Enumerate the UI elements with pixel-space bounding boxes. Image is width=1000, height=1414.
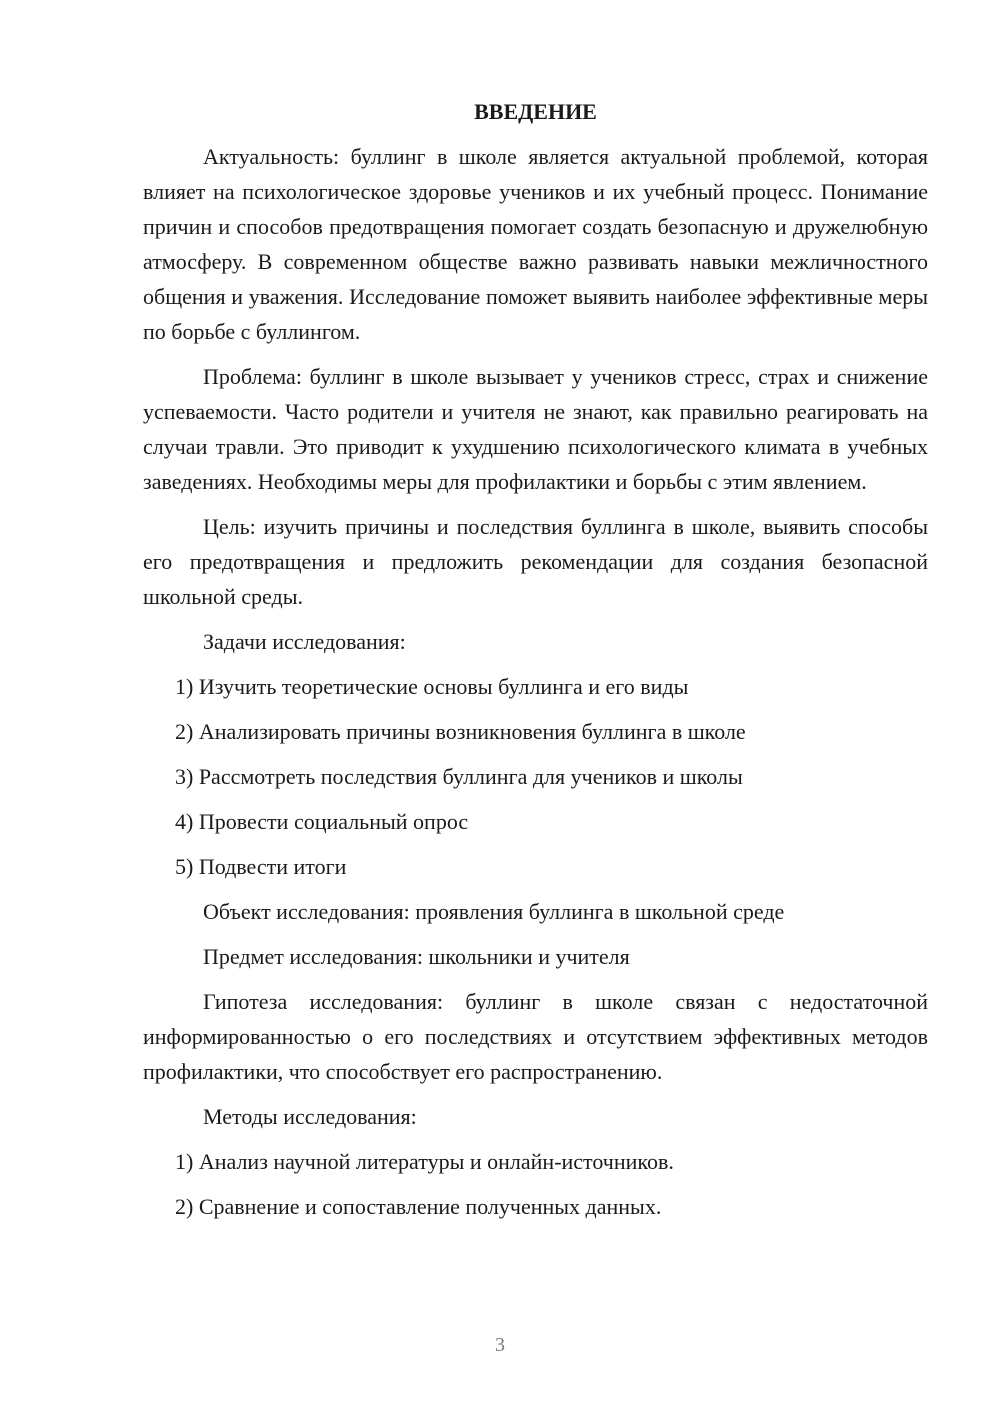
page-number: 3 <box>495 1334 505 1356</box>
hypothesis-paragraph: Гипотеза исследования: буллинг в школе связан с недостаточной информированностью о его последствиях и отсутствием эффективных методов профилактики, что способствует его распространению. <box>143 989 928 1084</box>
methods-heading: Методы исследования: <box>203 1104 417 1129</box>
section-title: ВВЕДЕНИЕ <box>474 99 597 124</box>
method-item: 2) Сравнение и сопоставление полученных данных. <box>175 1194 662 1219</box>
document-page <box>143 94 928 1234</box>
relevance-paragraph: Актуальность: буллинг в школе является актуальной проблемой, которая влияет на психологическое здоровье учеников и их учебный процесс. Понимание причин и способов предотвращения помогает создать безопасную и дружелюбную атмосферу. В современном обществе важно развивать навыки межличностного общения и уважения. Исследование поможет выявить наиболее эффективные меры по борьбе с буллингом. <box>143 144 928 344</box>
task-item: 1) Изучить теоретические основы буллинга и его виды <box>175 674 689 699</box>
task-item: 4) Провести социальный опрос <box>175 809 469 834</box>
problem-paragraph: Проблема: буллинг в школе вызывает у учеников стресс, страх и снижение успеваемости. Часто родители и учителя не знают, как правильно реагировать на случаи травли. Это приводит к ухудшению психологического климата в учебных заведениях. Необходимы меры для профилактики и борьбы с этим явлением. <box>143 364 928 494</box>
method-item: 1) Анализ научной литературы и онлайн-источников. <box>175 1149 674 1174</box>
research-subject: Предмет исследования: школьники и учителя <box>203 944 630 969</box>
tasks-heading: Задачи исследования: <box>203 629 406 654</box>
task-item: 2) Анализировать причины возникновения буллинга в школе <box>175 719 746 744</box>
task-item: 3) Рассмотреть последствия буллинга для учеников и школы <box>175 764 743 789</box>
research-object: Объект исследования: проявления буллинга в школьной среде <box>203 899 785 924</box>
goal-paragraph: Цель: изучить причины и последствия буллинга в школе, выявить способы его предотвращения и предложить рекомендации для создания безопасной школьной среды. <box>143 514 928 609</box>
task-item: 5) Подвести итоги <box>175 854 347 879</box>
